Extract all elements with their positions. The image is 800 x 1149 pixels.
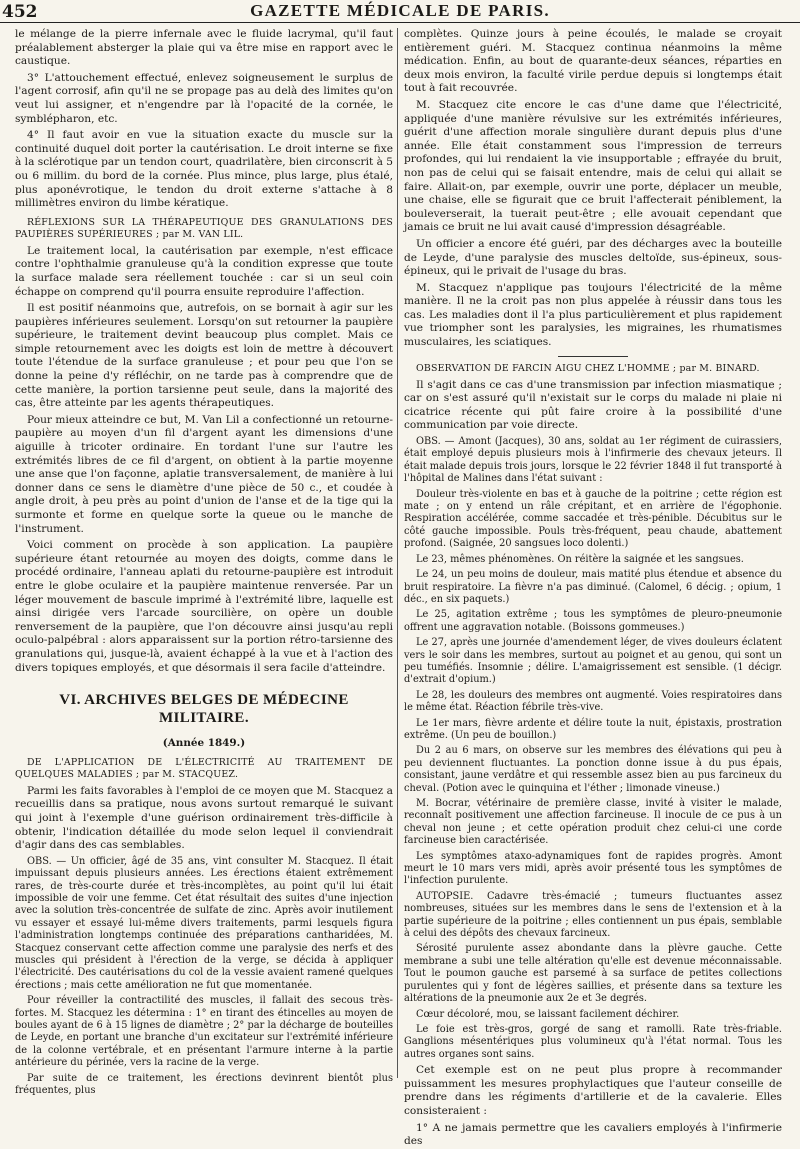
paragraph: Parmi les faits favorables à l'emploi de ce moyen que M. Stacquez a recueillis dans sa pratique, nous avons surtout remarqué le suivant qui joint à l'exemple d'une guérison ordinairement très-difficile à obtenir, l'indication détaillée du mode selon lequel il conviendrait d'agir dans des cas semblables.: [15, 784, 393, 852]
observation-paragraph: Sérosité purulente assez abondante dans la plèvre gauche. Cette membrane a subi une telle altération qu'elle est devenue méconnaissable. Tout le poumon gauche est parsemé à sa surface de petites collections purulentes qui y font de légères saillies, et présente dans sa texture les altérations de la pneumonie aux 2e et 3e degrés.: [404, 943, 782, 1005]
right-column: [404, 28, 782, 1148]
paragraph: 3° L'attouchement effectué, enlevez soigneusement le surplus de l'agent corrosif, afin qu'il ne se propage pas au delà des limites qu'on veut lui assigner, et n'engendre par là l'opacité de la cornée, le symblépharon, etc.: [15, 71, 393, 125]
observation-paragraph: Le 24, un peu moins de douleur, mais matité plus étendue et absence du bruit respiratoire. La fièvre n'a pas diminué. (Calomel, 6 décig. ; opium, 1 déc., en six paquets.): [404, 569, 782, 605]
article-title: OBSERVATION DE FARCIN AIGU CHEZ L'HOMME ; par M. BINARD.: [416, 362, 760, 374]
observation-paragraph: Par suite de ce traitement, les érections devinrent bientôt plus fréquentes, plus: [15, 1072, 393, 1096]
section-year: (Année 1849.): [162, 737, 246, 750]
section-heading: VI. ARCHIVES BELGES DE MÉDECINE MILITAIRE.: [59, 692, 349, 727]
observation-paragraph: Pour réveiller la contractilité des muscles, il fallait des secous très-fortes. M. Stacquez les détermina : 1° en tirant des étincelles au moyen de boules ayant de 6 à 15 lignes de diamètre ; 2° par la décharge de bouteilles de Leyde, en portant une branche d'un excitateur sur l'extrémité inférieure de la colonne vertébrale, et en présentant l'armure interne à la partie antérieure du périnée, vers la racine de la verge.: [15, 995, 393, 1069]
observation-paragraph: Douleur très-violente en bas et à gauche de la poitrine ; cette région est mate ; on y entend un râle crépitant, et en arrière de l'égophonie. Respiration accélérée, comme saccadée et très-pénible. Décubitus sur le côté gauche impossible. Pouls très-fréquent, peau chaude, abattement profond. (Saignée, 20 sangsues loco dolenti.): [404, 488, 782, 550]
observation-paragraph: Le 28, les douleurs des membres ont augmenté. Voies respiratoires dans le même état. Réaction fébrile très-vive.: [404, 689, 782, 714]
article-title: DE L'APPLICATION DE L'ÉLECTRICITÉ AU TRAITEMENT DE QUELQUES MALADIES ; par M. STACQUEZ.: [15, 756, 393, 780]
paragraph: 1° A ne jamais permettre que les cavaliers employés à l'infirmerie des: [404, 1121, 782, 1148]
observation-paragraph: OBS. — Un officier, âgé de 35 ans, vint consulter M. Stacquez. Il était impuissant depuis plusieurs années. Les érections étaient extrêmement rares, de très-courte durée et très-incomplètes, au point qu'il lui était impossible de voir une femme. Cet état résultait des suites d'une injection avec la solution très-concentrée de sulfate de zinc. Après avoir inutilement vu essayer et essayé lui-même divers traitements, parmi lesquels figura l'administration longtemps continuée des préparations cantharidées, M. Stacquez conservant cette affection comme une paralysie des nerfs et des muscles qui président à l'érection de la verge, se décida à appliquer l'électricité. Des cautérisations du col de la vessie avaient ramené quelques érections ; mais cette amélioration ne fut que momentanée.: [15, 855, 393, 991]
observation-paragraph: OBS. — Amont (Jacques), 30 ans, soldat au 1er régiment de cuirassiers, était employé depuis plusieurs mois à l'infirmerie des chevaux jeteurs. Il était malade depuis trois jours, lorsque le 22 février 1848 il fut transporté à l'hôpital de Malines dans l'état suivant :: [404, 436, 782, 485]
article-title: RÉFLEXIONS SUR LA THÉRAPEUTIQUE DES GRANULATIONS DES PAUPIÈRES SUPÉRIEURES ; par M. VAN LIL.: [15, 216, 393, 240]
paragraph: M. Stacquez n'applique pas toujours l'électricité de la même manière. Il ne la croit pas non plus appelée à réussir dans tous les cas. Les maladies dont il l'a plus particulièrement et plus rapidement vue triompher sont les paralysies, les migraines, les rhumatismes musculaires, les sciatiques.: [404, 281, 782, 349]
observation-paragraph: Les symptômes ataxo-adynamiques font de rapides progrès. Amont meurt le 10 mars vers midi, après avoir présenté tous les symptômes de l'infection purulente.: [404, 850, 782, 887]
left-column: [15, 28, 394, 1096]
observation-paragraph: AUTOPSIE. Cadavre très-émacié ; tumeurs fluctuantes assez nombreuses, situées sur les membres dans le sens de l'extension et à la partie supérieure de la poitrine ; elles contiennent un pus épais, semblable à celui des dépôts des chevaux farcineux.: [404, 890, 782, 940]
paragraph: Voici comment on procède à son application. La paupière supérieure étant retournée au moyen des doigts, comme dans le procédé ordinaire, l'anneau aplati du retourne-paupière est introduit entre le globe oculaire et la paupière maintenue renversée. Par un léger mouvement de bascule imprimé à l'extrémité libre, laquelle est ainsi dirigée vers l'arcade sourcilière, on opère un double renversement de la paupière, que l'on découvre ainsi jusqu'au repli oculo-palpébral : alors apparaissent sur la portion rétro-tarsienne des granulations qui, jusque-là, avaient échappé à la vue et à l'action des divers topiques employés, et que désormais il sera facile d'atteindre.: [15, 539, 393, 674]
paragraph: le mélange de la pierre infernale avec le fluide lacrymal, qu'il faut préalablement absterger la plaie qui va être mise en rapport avec le caustique.: [15, 28, 393, 68]
separator-rule: [558, 356, 628, 357]
observation-paragraph: M. Bocrar, vétérinaire de première classe, invité à visiter le malade, reconnaît positivement une affection farcineuse. Il inocule de ce pus à un cheval non jeune ; et cette opération produit chez celui-ci une corde farcineuse bien caractérisée.: [404, 798, 782, 847]
observation-paragraph: Du 2 au 6 mars, on observe sur les membres des élévations qui peu à peu deviennent fluctuantes. La ponction donne issue à du pus épais, consistant, jaune verdâtre et qui ressemble assez bien au pus farcineux du cheval. (Potion avec le quinquina et l'éther ; limonade vineuse.): [404, 745, 782, 794]
paragraph: 4° Il faut avoir en vue la situation exacte du muscle sur la continuité duquel doit porter la cautérisation. Le droit interne se fixe à la sclérotique par un tendon court, quadrilatère, bien circonscrit à 5 ou 6 millim. du bord de la cornée. Plus mince, plus large, plus étalé, plus aponévrotique, le tendon du droit externe s'attache à 8 millimètres environ du limbe kératique.: [15, 129, 394, 210]
observation-paragraph: Le 27, après une journée d'amendement léger, de vives douleurs éclatent vers le soir dans les membres, surtout au poignet et au genou, qui sont un peu tuméfiés. Insomnie ; délire. L'amaigrissement est sensible. (1 décigr. d'extrait d'opium.): [404, 637, 782, 686]
paragraph: Un officier a encore été guéri, par des décharges avec la bouteille de Leyde, d'une paralysie des muscles deltoïde, sus-épineux, sous-épineux, qui le privait de l'usage du bras.: [404, 237, 782, 278]
observation-paragraph: Le foie est très-gros, gorgé de sang et ramolli. Rate très-friable. Ganglions mésentériques plus volumineux qu'à l'état normal. Tous les autres organes sont sains.: [404, 1023, 782, 1060]
paragraph: Pour mieux atteindre ce but, M. Van Lil a confectionné un retourne-paupière au moyen d'un fil d'argent ayant les dimensions d'une aiguille à tricoter ordinaire. En tordant l'une sur l'autre les extrémités libres de ce fil d'argent, on obtient à la partie moyenne une anse que l'on façonne, aplatie transversalement, de manière à lui donner dans ce sens le diamètre d'une pièce de 50 c., et coudée à angle droit, à peu près au point d'union de l'anse et de la tige qui la surmonte et forme en quelque sorte la queue ou le manche de l'instrument.: [15, 413, 393, 535]
column-divider: [397, 28, 398, 1078]
paragraph: M. Stacquez cite encore le cas d'une dame que l'électricité, appliquée d'une manière révulsive sur les extrémités inférieures, guérit d'une affection morale singulière durant depuis plus d'une année. Elle était constamment sous l'impression de terreurs profondes, qui lui rendaient la vie insupportable ; effrayée du bruit, non pas de celui qui se faisait entendre, mais de celui qui allait se faire. Allait-on, par exemple, ouvrir une porte, déplacer un meuble, une chaise, elle se figurait que ce bruit l'affecterait péniblement, la bouleverserait, la tuerait peut-être ; elle avouait cependant que jamais ce bruit ne lui avait causé d'impression désagréable.: [404, 98, 782, 234]
observation-paragraph: Le 25, agitation extrême ; tous les symptômes de pleuro-pneumonie offrent une aggravation notable. (Boissons gommeuses.): [404, 609, 782, 633]
observation-paragraph: Le 1er mars, fièvre ardente et délire toute la nuit, épistaxis, prostration extrême. (Un peu de bouillon.): [404, 717, 782, 741]
observation-paragraph: Cœur décoloré, mou, se laissant facilement déchirer.: [416, 1008, 680, 1020]
paragraph: complètes. Quinze jours à peine écoulés, le malade se croyait entièrement guéri. M. Stacquez continua néanmoins la même médication. Enfin, au bout de quarante-deux séances, réparties en deux mois environ, la faculté virile perdue depuis si longtemps était tout à fait recouvrée.: [404, 28, 782, 95]
paragraph: Le traitement local, la cautérisation par exemple, n'est efficace contre l'ophthalmie granuleuse qu'à la condition expresse que toute la surface malade sera réellement touchée : car si un seul coin échappe on comprend qu'il pourra ensuite reproduire l'affection.: [15, 244, 393, 298]
observation-paragraph: Le 23, mêmes phénomènes. On réitère la saignée et les sangsues.: [416, 553, 744, 565]
running-title: GAZETTE MÉDICALE DE PARIS.: [250, 1, 550, 20]
paragraph: Il s'agit dans ce cas d'une transmission par infection miasmatique ; car on s'est assuré qu'il n'existait sur le corps du malade ni plaie ni cicatrice récente qui pût faire croire à la possibilité d'une communication par voie directe.: [404, 378, 782, 432]
page-number: 452: [2, 2, 38, 22]
paragraph: Cet exemple est on ne peut plus propre à recommander puissamment les mesures prophylactiques que l'auteur conseille de prendre dans les régiments d'artillerie et de la cavalerie. Elles consisteraient :: [404, 1064, 782, 1117]
paragraph: Il est positif néanmoins que, autrefois, on se bornait à agir sur les paupières inférieures seulement. Lorsqu'on sut retourner la paupière supérieure, le traitement devint beaucoup plus complet. Mais ce simple retournement avec les doigts est loin de mettre à découvert toute l'étendue de la surface granuleuse ; et pour peu que l'on se donne la peine d'y réfléchir, on ne tarde pas à comprendre que de cette manière, la portion tarsienne peut seule, dans la majorité des cas, être atteinte par les agents thérapeutiques.: [15, 302, 393, 410]
header-rule: [0, 22, 800, 23]
